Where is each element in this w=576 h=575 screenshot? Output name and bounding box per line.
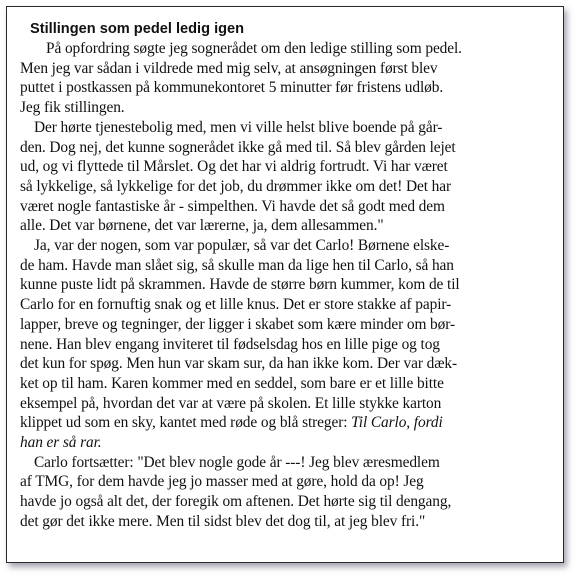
text-line: puttet i postkassen på kommunekontoret 5 minutter før fristens udløb. bbox=[20, 79, 444, 97]
paragraph-4 bbox=[20, 453, 552, 532]
article-clipping bbox=[6, 6, 564, 563]
text-line bbox=[20, 413, 552, 433]
text-line: ud, og vi flyttede til Mårslet. Og det har vi aldrig fortrudt. Vi har været bbox=[20, 158, 448, 176]
text-line: Men jeg var sådan i vildrede med mig selv, at ansøgningen først blev bbox=[20, 59, 438, 77]
article-title: Stillingen som pedel ledig igen bbox=[30, 21, 245, 37]
text-segment: klippet ud som en sky, kantet med røde og blå streger: bbox=[20, 414, 352, 432]
quoted-note-text: Til Carlo, fordi bbox=[351, 414, 443, 432]
article-body bbox=[20, 20, 552, 532]
text-line: lapper, breve og tegninger, der ligger i skabet som kære minder om bør- bbox=[20, 315, 455, 333]
text-line: På opfordring søgte jeg sognerådet om den ledige stilling som pedel. bbox=[46, 40, 462, 57]
text-line: den. Dog nej, det kunne sognerådet ikke gå med til. Så blev gården lejet bbox=[20, 138, 456, 156]
text-line: ket op til ham. Karen kommer med en seddel, som bare er et lille bitte bbox=[20, 374, 444, 392]
text-line: af TMG, for dem havde jeg jo masser med at gøre, hold da op! Jeg bbox=[20, 473, 424, 491]
paragraph-1 bbox=[20, 39, 552, 118]
text-line: nene. Han blev engang inviteret til fødselsdag hos en lille pige og tog bbox=[20, 335, 440, 353]
text-line: det gør det ikke mere. Men til sidst blev det dog til, at jeg blev fri." bbox=[20, 512, 426, 530]
text-line: eksempel på, hvordan det var at være på skolen. Et lille stykke karton bbox=[20, 394, 442, 412]
text-line: havde jo også alt det, der foregik om aftenen. Det hørte sig til dengang, bbox=[20, 493, 452, 511]
text-line: alle. Det var børnene, det var lærerne, ja, dem allesammen." bbox=[20, 217, 384, 235]
text-line: det kun for spøg. Men hun var skam sur, da han ikke kom. Der var dæk- bbox=[20, 355, 458, 373]
text-line: kunne puste lidt på skrammen. Havde de større børn kummer, kom de til bbox=[20, 276, 460, 294]
text-line: Carlo for en fornuftig snak og et lille knus. Det er store stakke af papir- bbox=[20, 296, 452, 314]
quoted-note-text: han er så rar. bbox=[20, 434, 102, 452]
text-line: været nogle fantastiske år - simpelthen. Vi havde det så godt med dem bbox=[20, 197, 445, 215]
text-line: så lykkelige, så lykkelige for det job, du drømmer ikke om det! Det har bbox=[20, 177, 451, 195]
paragraph-3 bbox=[20, 236, 552, 453]
paragraph-2 bbox=[20, 118, 552, 236]
text-line: de ham. Havde man slået sig, så skulle man da lige hen til Carlo, så han bbox=[20, 256, 454, 274]
text-line: Ja, var der nogen, som var populær, så var det Carlo! Børnene elske- bbox=[34, 237, 450, 255]
text-line: Der hørte tjenestebolig med, men vi ville helst blive boende på går- bbox=[34, 118, 443, 136]
text-line: Jeg fik stillingen. bbox=[20, 99, 125, 117]
text-line: Carlo fortsætter: "Det blev nogle gode år ---! Jeg blev æresmedlem bbox=[34, 453, 440, 471]
